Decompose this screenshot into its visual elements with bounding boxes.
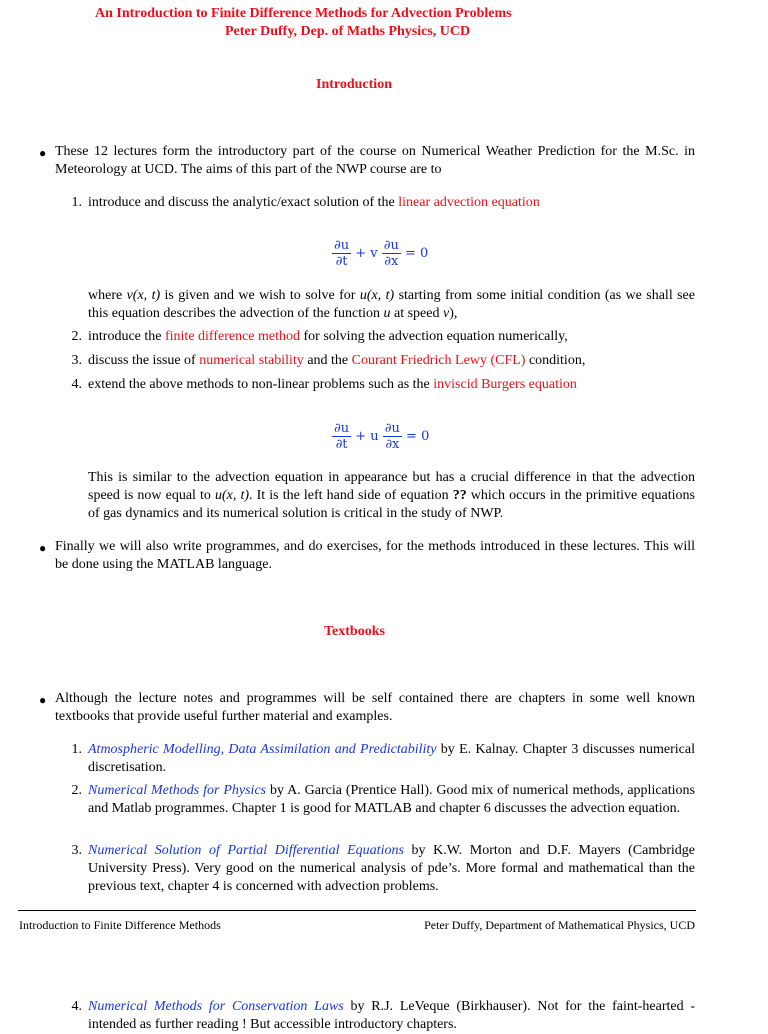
book-item-3: Numerical Solution of Partial Differential Equations by K.W. Morton and D.F. Mayers (Cambridge University Press). Very good on the numerical analysis of pde’s. More formal and mathematical than the previous text, chapter 4 is concerned with advection problems. — [88, 843, 695, 894]
book-item-4: Numerical Methods for Conservation Laws by R.J. LeVeque (Birkhauser). Not for the faint-hearted - intended as further reading ! But accessible introductory chapters. — [88, 999, 696, 1032]
linear-advection-link[interactable]: linear advection equation — [398, 195, 540, 210]
footer-left: Introduction to Finite Difference Methods — [19, 918, 221, 932]
equation-burgers: $\frac{\partial u}{\partial t}$ + u $\frac{\partial u}{\partial x}$ = 0 — [334, 421, 430, 452]
list-number: 3. — [71, 353, 82, 368]
cfl-link[interactable]: Courant Friedrich Lewy (CFL) — [351, 353, 526, 368]
list-number: 2. — [71, 783, 82, 798]
book-title-link[interactable]: Numerical Solution of Partial Differential Equations — [88, 843, 404, 858]
footer-rule — [18, 910, 696, 911]
bullet-marker: ● — [39, 541, 47, 555]
matlab-paragraph: Finally we will also write programmes, and do exercises, for the methods introduced in these lectures. This will be done using the MATLAB language. — [55, 539, 695, 572]
intro-paragraph: These 12 lectures form the introductory part of the course on Numerical Weather Prediction for the M.Sc. in Meteorology at UCD. The aims of this part of the NWP course are to — [55, 144, 695, 177]
section-heading-introduction: Introduction — [316, 77, 392, 92]
textbooks-paragraph: Although the lecture notes and programmes will be self contained there are chapters in some well known textbooks that provide useful further material and examples. — [55, 691, 695, 724]
list-number: 3. — [71, 843, 82, 858]
list-item-2: introduce the finite difference method for solving the advection equation numerically, — [88, 329, 568, 344]
bullet-marker: ● — [39, 146, 47, 160]
list-item-1: introduce and discuss the analytic/exact solution of the linear advection equation — [88, 195, 540, 210]
finite-difference-link[interactable]: finite difference method — [164, 329, 301, 344]
list-number: 4. — [71, 999, 82, 1014]
section-heading-textbooks: Textbooks — [324, 624, 385, 639]
list-number: 1. — [71, 195, 82, 210]
list-number: 1. — [71, 742, 82, 757]
list-item-4: extend the above methods to non-linear problems such as the inviscid Burgers equation — [88, 377, 577, 392]
list-number: 4. — [71, 377, 82, 392]
list-number: 2. — [71, 329, 82, 344]
book-title-link[interactable]: Atmospheric Modelling, Data Assimilation and Predictability — [88, 742, 437, 757]
author-line: Peter Duffy, Dep. of Maths Physics, UCD — [225, 24, 471, 39]
book-title-link[interactable]: Numerical Methods for Conservation Laws — [88, 999, 344, 1014]
numerical-stability-link[interactable]: numerical stability — [199, 353, 304, 368]
footer-right: Peter Duffy, Department of Mathematical Physics, UCD — [424, 918, 695, 932]
book-title-link[interactable]: Numerical Methods for Physics — [88, 783, 267, 798]
burgers-description: This is similar to the advection equation in appearance but has a crucial difference in that the advection speed is now equal to u(x, t). It is the left hand side of equation ?? which occurs in the primitive equations of gas dynamics and its numerical solution is critical in the study of NWP. — [88, 470, 695, 521]
burgers-equation-link[interactable]: inviscid Burgers equation — [433, 377, 577, 392]
book-item-1: Atmospheric Modelling, Data Assimilation and Predictability by E. Kalnay. Chapter 3 discusses numerical discretisation. — [88, 742, 695, 775]
book-item-2: Numerical Methods for Physics by A. Garcia (Prentice Hall). Good mix of numerical methods, applications and Matlab programmes. Chapter 1 is good for MATLAB and chapter 6 discusses the advection equation. — [88, 783, 695, 816]
bullet-marker: ● — [39, 693, 47, 707]
where-paragraph: where v(x, t) is given and we wish to solve for u(x, t) starting from some initial condition (as we shall see this equation describes the advection of the function u at speed v), — [88, 288, 695, 321]
list-item-3: discuss the issue of numerical stability and the Courant Friedrich Lewy (CFL) condition, — [88, 353, 586, 368]
document-title: An Introduction to Finite Difference Methods for Advection Problems — [95, 6, 512, 21]
equation-linear-advection: $\frac{\partial u}{\partial t}$ + v $\frac{\partial u}{\partial x}$ = 0 — [334, 238, 429, 269]
